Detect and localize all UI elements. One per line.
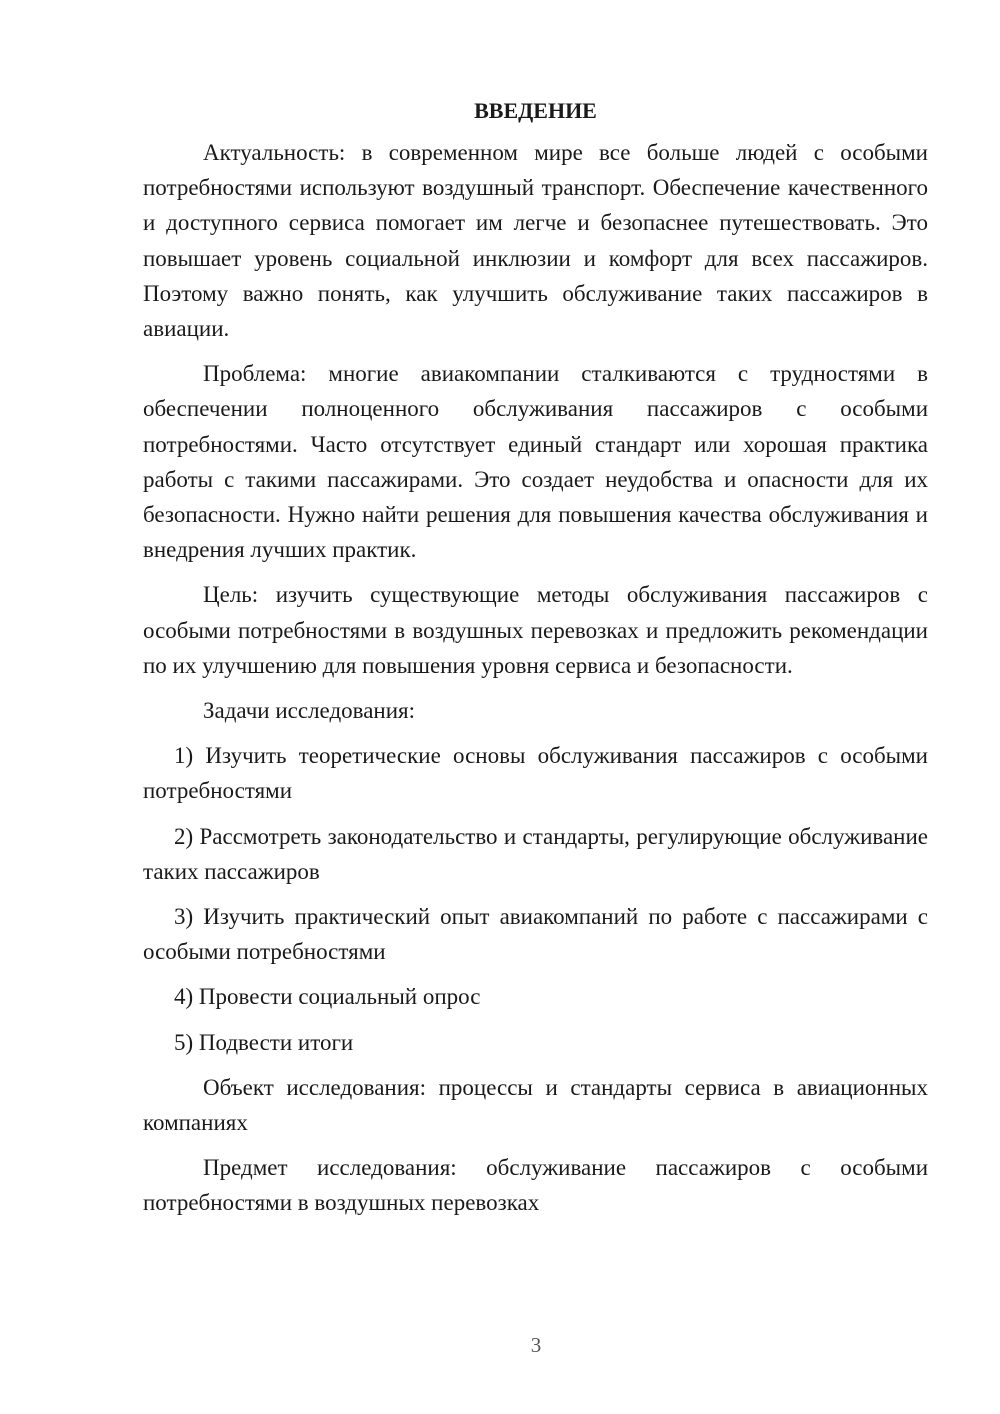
task-item-3: 3) Изучить практический опыт авиакомпаний по работе с пассажирами с особыми потребностями [143, 904, 928, 965]
problem-paragraph: Проблема: многие авиакомпании сталкиваются с трудностями в обеспечении полноценного обслуживания пассажиров с особыми потребностями. Часто отсутствует единый стандарт или хорошая практика работы с такими пассажирами. Это создает неудобства и опасности для их безопасности. Нужно найти решения для повышения качества обслуживания и внедрения лучших практик. [143, 361, 928, 563]
object-paragraph: Объект исследования: процессы и стандарты сервиса в авиационных компаниях [143, 1074, 928, 1136]
task-item-4: 4) Провести социальный опрос [174, 984, 481, 1010]
relevance-paragraph: Актуальность: в современном мире все больше людей с особыми потребностями используют воздушный транспорт. Обеспечение качественного и доступного сервиса помогает им легче и безопаснее путешествовать. Это повышает уровень социальной инклюзии и комфорт для всех пассажиров. Поэтому важно понять, как улучшить обслуживание таких пассажиров в авиации. [143, 140, 928, 342]
task-item-5: 5) Подвести итоги [174, 1029, 354, 1055]
page-body [143, 95, 928, 1231]
tasks-title: Задачи исследования: [203, 698, 416, 724]
subject-paragraph: Предмет исследования: обслуживание пассажиров с особыми потребностями в воздушных перевозках [143, 1155, 928, 1216]
section-heading: ВВЕДЕНИЕ [474, 98, 597, 123]
page-number: 3 [530, 1333, 542, 1357]
task-item-1: 1) Изучить теоретические основы обслуживания пассажиров с особыми потребностями [143, 743, 928, 804]
task-item-2: 2) Рассмотреть законодательство и стандарты, регулирующие обслуживание таких пассажиров [143, 823, 928, 884]
goal-paragraph: Цель: изучить существующие методы обслуживания пассажиров с особыми потребностями в воздушных перевозках и предложить рекомендации по их улучшению для повышения уровня сервиса и безопасности. [143, 582, 928, 678]
